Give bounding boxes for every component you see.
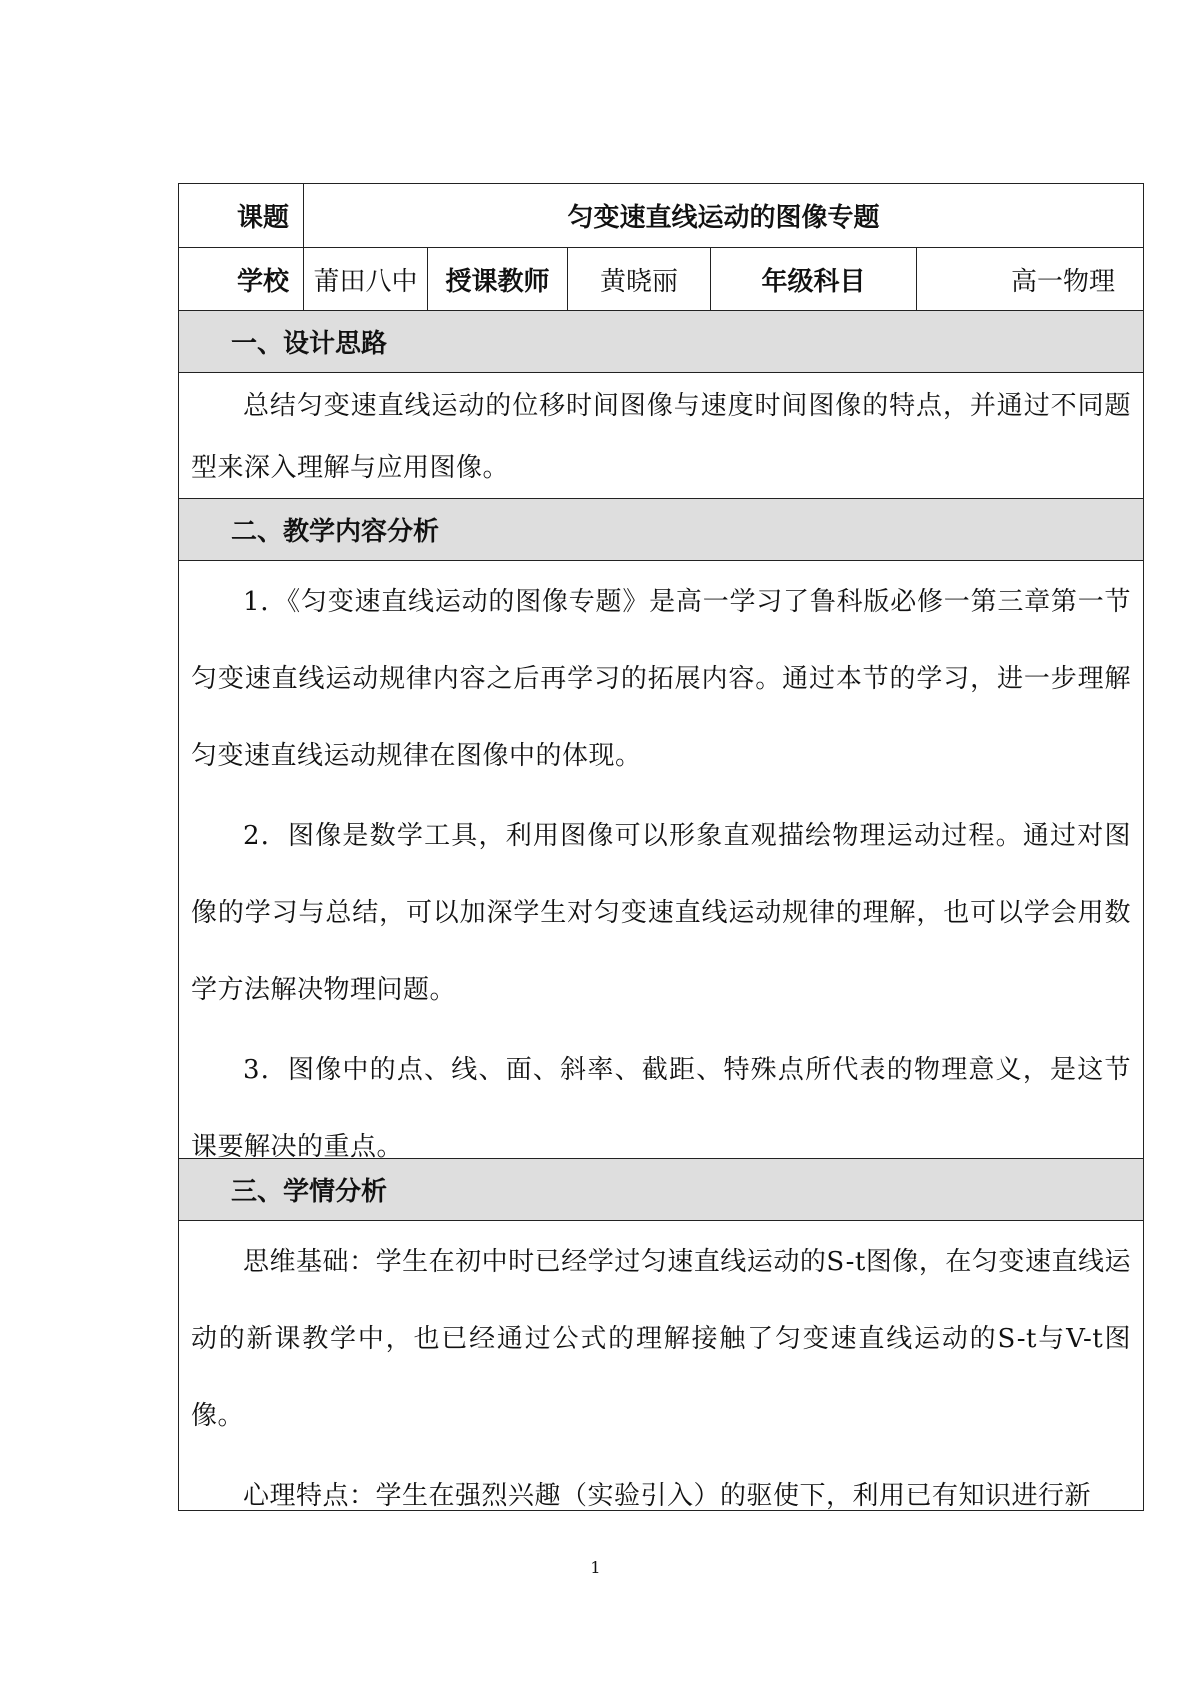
paragraph: 总结匀变速直线运动的位移时间图像与速度时间图像的特点，并通过不同题型来深入理解与应用图像。 [191, 391, 1131, 483]
school-value: 莆田八中 [304, 248, 428, 310]
page-number: 1 [590, 1558, 601, 1577]
topic-value: 匀变速直线运动的图像专题 [567, 203, 880, 233]
grade-value: 高一物理 [1010, 266, 1115, 297]
section-design-title: 一、设计思路 [179, 311, 1143, 373]
paragraph: 1．《匀变速直线运动的图像专题》是高一学习了鲁科版必修一第三章第一节匀变速直线运动规律内容之后再学习的拓展内容。通过本节的学习，进一步理解匀变速直线运动规律在图像中的体现。 [191, 587, 1131, 771]
teacher-value: 黄晓丽 [568, 248, 711, 310]
info-row [179, 248, 1143, 311]
section-learner-body [179, 1221, 1143, 1510]
topic-row [179, 184, 1143, 248]
section-learner-title: 三、学情分析 [179, 1159, 1143, 1221]
section-content-title: 二、教学内容分析 [179, 499, 1143, 561]
lesson-plan-table [178, 183, 1144, 1511]
paragraph: 思维基础：学生在初中时已经学过匀速直线运动的S-t图像，在匀变速直线运动的新课教学中，也已经通过公式的理解接触了匀变速直线运动的S-t与V-t图像。 [191, 1247, 1131, 1431]
teacher-label: 授课教师 [428, 248, 568, 310]
paragraph: 心理特点：学生在强烈兴趣（实验引入）的驱使下，利用已有知识进行新 [243, 1481, 1092, 1511]
topic-label: 课题 [179, 184, 304, 247]
section-design-body [179, 373, 1143, 499]
grade-label: 年级科目 [711, 248, 917, 310]
paragraph: 3．图像中的点、线、面、斜率、截距、特殊点所代表的物理意义，是这节课要解决的重点。 [191, 1055, 1131, 1162]
paragraph: 2．图像是数学工具，利用图像可以形象直观描绘物理运动过程。通过对图像的学习与总结，可以加深学生对匀变速直线运动规律的理解，也可以学会用数学方法解决物理问题。 [191, 821, 1131, 1005]
section-content-body [179, 561, 1143, 1162]
school-label: 学校 [179, 248, 304, 310]
